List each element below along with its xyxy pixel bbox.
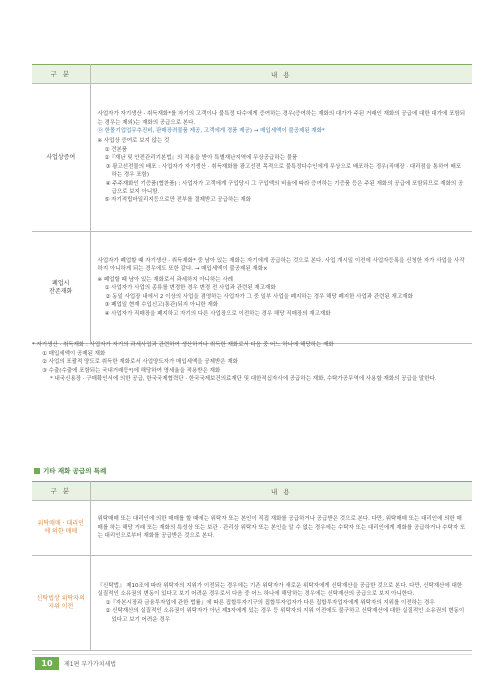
header-category: 구 분 [32, 482, 90, 501]
list-item: ①『자본시장과 금융투자업에 관한 법률』에 따른 집합투자기구의 집합투자업자가 다른 집합투자업자에게 위탁자의 지위를 이전하는 경우 [105, 599, 435, 606]
table-row [32, 232, 472, 344]
row-label-closure-inventory: 폐업시 잔존재화 [32, 232, 90, 344]
exception-title: ※ 사업상 증여로 보지 않는 것 [97, 138, 170, 145]
row-label-trust-transfer: 신탁법상 위탁자의 지위 이전 [32, 556, 90, 651]
list-item: ② 신탁재산의 실질적인 소유권이 위탁자가 아닌 제3자에게 있는 경우 등 위탁자의 지위 이전에도 불구하고 신탁재산에 대한 실질적인 소유권의 변동이 있다고 보기 어려운 경우 [105, 608, 465, 623]
row-content-trust-transfer: 『신탁법』 제10조에 따라 위탁자의 지위가 이전되는 경우에는 기존 위탁자가 새로운 위탁자에게 신탁재산을 공급한 것으로 본다. 다만, 신탁재산에 대한 실질적인 소유권의 변동이 있다고 보기 어려운 경우로서 다음 중 어느 하나에 해당하는 경우에는 신탁재산의 공급으로 보지 아니한다. ①『자본시장과 금융투자업에 관한 법률』에 따른 집합투자기구의 집합투자업자가 다른 집합투자업자에게 위탁자의 지위를 이전하는 경우 ② 신탁재산의 실질적인 소유권이 위탁자가 아닌 제3자에게 있는 경우 등 위탁자의 지위 이전에도 불구하고 신탁재산에 대한 실질적인 소유권의 변동이 있다고 보기 어려운 경우 [90, 556, 472, 651]
section-marker-icon [34, 468, 40, 474]
list-item: ④ 사업자가 직매장을 폐지하고 자기의 다른 사업장으로 이전하는 경우 해당 직매장의 재고재화 [104, 310, 331, 317]
footnote-item: ③ 수출(수출에 포함되는 국내거래등*)에 해당하여 영세율을 적용받은 재화 [42, 367, 221, 374]
footnote-main: * 자기생산 · 취득재화 : 사업자가 자기의 과세사업과 관련하여 생산하거나 취득한 재화로서 다음 중 어느 하나에 해당하는 재화 [32, 342, 334, 348]
row-label-consignment: 위탁매매 · 대리인 에 의한 매매 [32, 501, 90, 556]
table-row [32, 501, 472, 556]
footer-divider [32, 654, 472, 655]
row-content-closure-inventory: 사업자가 폐업할 때 자기생산 · 취득재화* 중 남아 있는 재화는 자기에게 공급하는 것으로 본다. 사업 개시일 이전에 사업자등록을 신청한 자가 사업을 사작하지 아니하게 되는 경우에도 또한 같다. → 매입세액이 불공제된 재화× ※ 폐업할 때 남아 있는 재화로서 과세하지 아니하는 사례 ① 사업자가 사업의 종류를 변경한 경우 변경 전 사업과 관련된 재고재화 ② 동일 사업장 내에서 2 이상의 사업을 겸영하는 사업자가 그 중 일부 사업을 폐지하는 경우 해당 폐지한 사업과 관련된 재고재화 ③ 폐업일 현재 수입신고(통관)되지 아니한 재화 ④ 사업자가 직매장을 폐지하고 자기의 다른 사업장으로 이전하는 경우 해당 직매장의 재고재화 [90, 232, 472, 344]
table-header-row [32, 65, 472, 84]
example-note: ㉧ 한몰기업업무추진비, 판매장려물품 제공, 고객에게 경품 제공) → 매입세액이 불공제된 재화* [97, 128, 325, 135]
section-title: 기타 재화 공급의 특례 [34, 466, 106, 475]
list-item: ⑤ 자기적립마일리지등으로만 전부를 결제받고 공급하는 재화 [104, 197, 251, 204]
special-supply-table [32, 481, 472, 651]
row-content-consignment: 위탁매매 또는 대리인에 의한 매매를 할 때에는 위탁자 또는 본인이 직접 재화를 공급하거나 공급받은 것으로 본다. 다만, 위탁매매 또는 대리인에 의한 매매를 하는 해당 거래 또는 재화의 특성상 또는 보관 · 관리상 위탁자 또는 본인을 알 수 없는 경우에는 수탁자 또는 대리인에게 재화를 공급하거나 수탁자 또는 대리인으로부터 재화를 공급받은 것으로 본다. [90, 501, 472, 556]
row-content-business-gift: 사업자가 자기생산 · 취득재화*를 자기의 고객이나 불특정 다수에게 증여하는 경우(증여하는 재화의 대가가 주된 거래인 재화의 공급에 대한 대가에 포함되는 경우는 제외)는 재화의 공급으로 본다. ㉧ 한몰기업업무추진비, 판매장려물품 제공, 고객에게 경품 제공) → 매입세액이 불공제된 재화* ※ 사업상 증여로 보지 않는 것 ① 견본품 ②『재난 및 안전관리기본법』의 적용을 받아 특별재난지역에 무상공급하는 물품 ③ 광고선전물의 배포 : 사업자가 자기생산 · 취득재화를 광고선전 목적으로 불특정다수인에게 무상으로 배포하는 경우(직매장 · 대리점을 통하여 배포하는 경우 포함) ④ 주주재화인 기증품(협찬품) : 사업자가 고객에게 구입당시 그 구입액의 비율에 따라 증여하는 기증품 등은 주된 재화의 공급에 포함되므로 재화의 공급으로 보지 아니함. ⑤ 자기적립마일리지등으로만 전부를 결제받고 공급하는 재화 [90, 84, 472, 232]
header-category: 구 분 [32, 65, 90, 84]
table-row [32, 84, 472, 232]
table-row [32, 556, 472, 651]
exception-title: ※ 폐업할 때 남아 있는 재화로서 과세하지 아니하는 사례 [97, 276, 233, 283]
footer-title: 제1편 부가가치세법 [64, 661, 117, 668]
footnote-sub: * 내국신용장 · 구매확인서에 의한 공급, 한국국제협력단 · 한국국제보건의료재단 및 대한적십자사에 공급하는 재화, 수탁가공무역에 사용할 재화의 공급을 말한다. [50, 376, 437, 383]
header-content: 내 용 [90, 482, 472, 501]
supply-table [32, 64, 472, 344]
list-item: ③ 폐업일 현재 수입신고(통관)되지 아니한 재화 [104, 302, 219, 309]
table-header-row [32, 482, 472, 501]
header-content: 내 용 [90, 65, 472, 84]
list-item: ① 사업자가 사업의 종류를 변경한 경우 변경 전 사업과 관련된 재고재화 [104, 285, 276, 292]
list-item: ②『재난 및 안전관리기본법』의 적용을 받아 특별재난지역에 무상공급하는 물품 [104, 155, 298, 162]
list-item: ① 견본품 [104, 146, 128, 153]
footnote-item: ② 사업의 포괄적 양도로 취득한 재화로서 사업양도자가 매입세액을 공제받은 재화 [42, 359, 238, 366]
list-item: ② 동일 사업장 내에서 2 이상의 사업을 겸영하는 사업자가 그 중 일부 사업을 폐지하는 경우 해당 폐지한 사업과 관련된 재고재화 [105, 293, 413, 300]
page-footer [0, 657, 500, 670]
footnote [32, 341, 472, 384]
list-item: ③ 광고선전물의 배포 : 사업자가 자기생산 · 취득재화를 광고선전 목적으로 불특정다수인에게 무상으로 배포하는 경우(직매장 · 대리점을 통하여 배포하는 경우 포함) [105, 163, 462, 179]
footnote-item: ① 매입세액이 공제된 재화 [42, 350, 106, 357]
row-label-business-gift: 사업상증여 [32, 84, 90, 232]
list-item: ④ 주주재화인 기증품(협찬품) : 사업자가 고객에게 구입당시 그 구입액의 비율에 따라 증여하는 기증품 등은 주된 재화의 공급에 포함되므로 재화의 공급으로 보지 아니함. [105, 180, 464, 195]
page-number: 10 [35, 657, 59, 670]
